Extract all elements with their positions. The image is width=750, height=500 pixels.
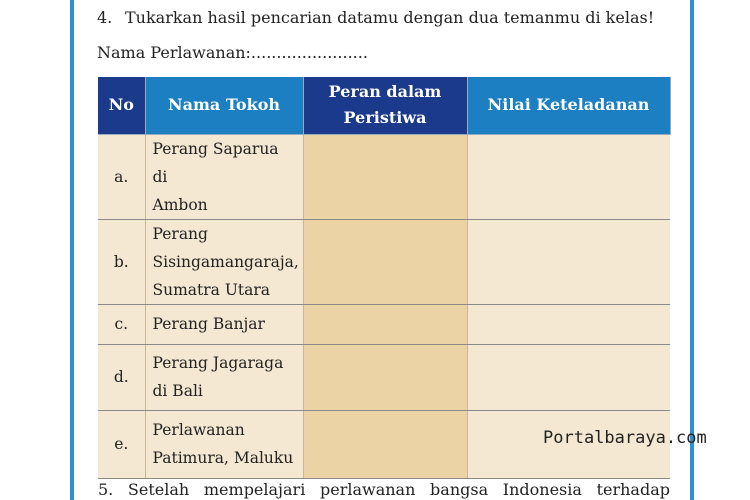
- row-peran-cell[interactable]: [303, 219, 467, 304]
- row-nilai-cell[interactable]: [467, 344, 670, 410]
- question-4-text: Tukarkan hasil pencarian datamu dengan dua temanmu di kelas!: [125, 8, 655, 27]
- header-no: No: [98, 77, 145, 134]
- question-5-word: perlawanan: [319, 480, 416, 499]
- row-text-line: Patimura, Maluku: [152, 449, 294, 467]
- row-nama-tokoh: [145, 134, 303, 219]
- question-5-word: mempelajari: [203, 480, 306, 499]
- row-text-line: di Bali: [152, 382, 203, 400]
- row-nama-tokoh: [145, 344, 303, 410]
- row-number: c.: [98, 304, 145, 344]
- header-nilai-keteladanan: Nilai Keteladanan: [467, 77, 670, 134]
- row-number: e.: [98, 410, 145, 478]
- row-nilai-cell[interactable]: [467, 134, 670, 219]
- table-row: [98, 304, 670, 344]
- table-row: [98, 219, 670, 304]
- table-row: [98, 134, 670, 219]
- data-table: [98, 77, 671, 479]
- row-nilai-cell[interactable]: [467, 304, 670, 344]
- question-4-number: 4.: [97, 8, 113, 27]
- question-5-word: bangsa: [430, 480, 489, 499]
- row-peran-cell[interactable]: [303, 304, 467, 344]
- question-5-word: Indonesia: [502, 480, 582, 499]
- question-5-word: 5.: [98, 480, 114, 499]
- row-text-line: Perang: [152, 224, 208, 243]
- row-peran-cell[interactable]: [303, 134, 467, 219]
- question-4: [97, 8, 654, 27]
- watermark: Portalbaraya.com: [543, 428, 707, 448]
- row-peran-cell[interactable]: [303, 344, 467, 410]
- row-number: a.: [98, 134, 145, 219]
- nama-perlawanan-label: Nama Perlawanan:.......................: [97, 43, 368, 62]
- row-text-line: Sisingamangaraja,: [152, 252, 299, 271]
- row-nilai-cell[interactable]: [467, 219, 670, 304]
- header-peran-line-2: Peristiwa: [343, 108, 427, 128]
- row-text-line: Perang Saparua di: [152, 139, 279, 186]
- header-peran-line-1: Peran dalam: [328, 82, 442, 102]
- row-nama-tokoh: [145, 219, 303, 304]
- header-peran: [303, 77, 467, 134]
- row-text-line: Sumatra Utara: [152, 280, 271, 299]
- table-header-row: [98, 77, 670, 134]
- row-nama-tokoh: [145, 304, 303, 344]
- question-5: [98, 480, 670, 499]
- row-number: d.: [98, 344, 145, 410]
- row-text-line: Perang Banjar: [152, 315, 265, 333]
- table-row: [98, 344, 670, 410]
- row-text-line: Perlawanan: [152, 421, 245, 439]
- row-nama-tokoh: [145, 410, 303, 478]
- question-5-word: terhadap: [596, 480, 670, 499]
- row-text-line: Ambon: [152, 195, 208, 214]
- question-5-word: Setelah: [127, 480, 190, 499]
- row-peran-cell[interactable]: [303, 410, 467, 478]
- header-nama-tokoh: Nama Tokoh: [145, 77, 303, 134]
- row-number: b.: [98, 219, 145, 304]
- row-text-line: Perang Jagaraga: [152, 354, 284, 372]
